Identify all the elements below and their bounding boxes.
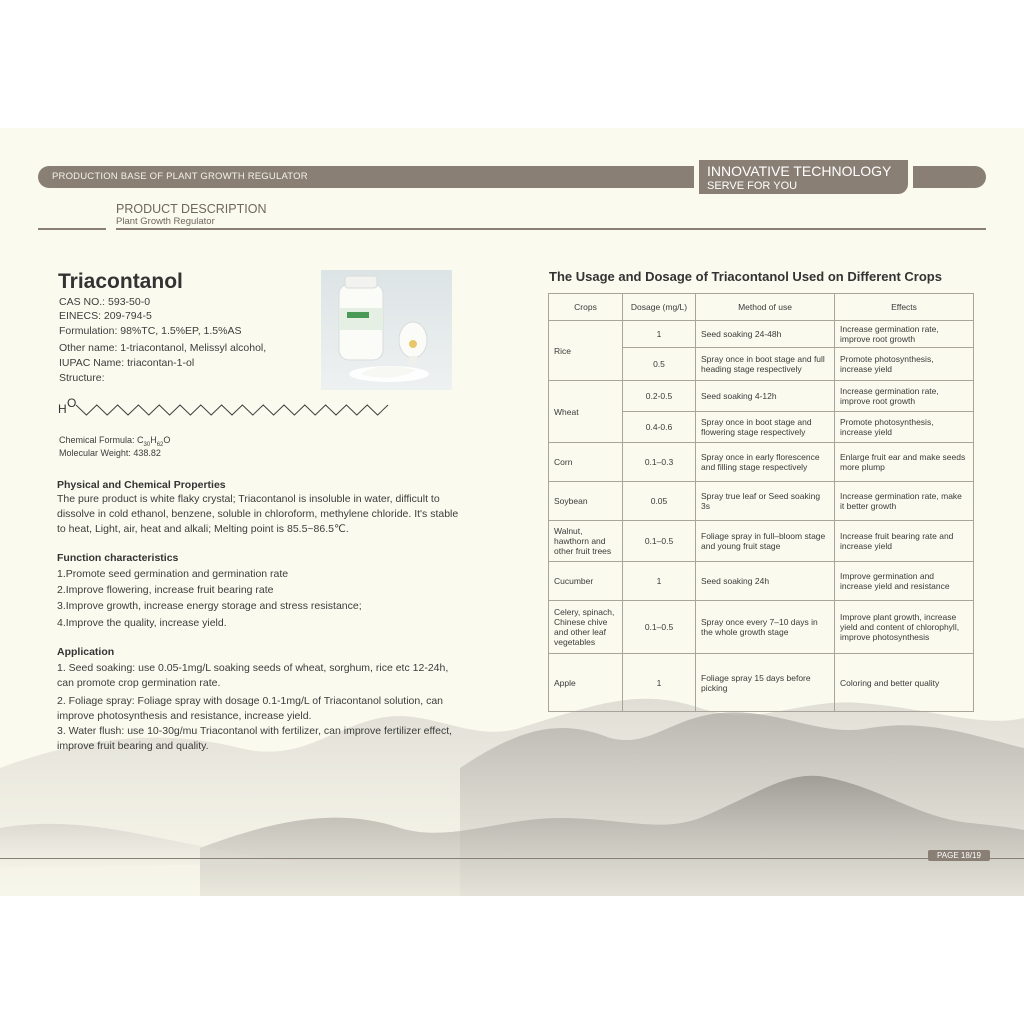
cell-effect: Increase germination rate, improve root growth	[835, 381, 974, 412]
cell-effect: Increase fruit bearing rate and increase yield	[835, 521, 974, 562]
cell-crop: Corn	[549, 443, 623, 482]
formulation: Formulation: 98%TC, 1.5%EP, 1.5%AS	[59, 325, 242, 337]
table-header-row	[549, 294, 974, 321]
properties-text: The pure product is white flaky crystal; Triacontanol is insoluble in water, difficult to dissolve in cold ethanol, benzene, soluble in chloroform, methylene chloride. It's stable to heat, Light, air, heat and alkali; Melting point is 85.5~86.5℃.	[57, 493, 459, 535]
cell-crop: Cucumber	[549, 562, 623, 601]
header-crops: Crops	[549, 294, 623, 321]
application-title: Application	[57, 646, 115, 658]
cell-method: Spray true leaf or Seed soaking 3s	[696, 482, 835, 521]
table-row	[549, 443, 974, 482]
cell-effect: Increase germination rate, make it better growth	[835, 482, 974, 521]
application-item: 2. Foliage spray: Foliage spray with dosage 0.1-1mg/L of Triacontanol solution, can improve photosynthesis and resistance, increase yield.	[57, 695, 443, 722]
cell-dose: 1	[623, 654, 696, 712]
function-item: 1.Promote seed germination and germination rate	[57, 568, 289, 580]
product-photo	[321, 270, 452, 390]
cell-method: Seed soaking 4-12h	[696, 381, 835, 412]
function-item: 2.Improve flowering, increase fruit bearing rate	[57, 584, 274, 596]
header-bar-right	[913, 166, 986, 188]
page-number: PAGE 18/19	[928, 850, 990, 861]
section-subtitle: Plant Growth Regulator	[116, 216, 215, 227]
chemical-formula: Chemical Formula: $C_{30}H_{62}O$	[59, 435, 171, 448]
molecular-weight: Molecular Weight: 438.82	[59, 448, 161, 458]
header-tab	[699, 160, 908, 194]
cell-effect: Coloring and better quality	[835, 654, 974, 712]
cell-effect: Promote photosynthesis, increase yield	[835, 412, 974, 443]
cell-effect: Improve plant growth, increase yield and content of chlorophyll, improve photosynthesis	[835, 601, 974, 654]
header-effects: Effects	[835, 294, 974, 321]
cell-crop: Celery, spinach, Chinese chive and other leaf vegetables	[549, 601, 623, 654]
product-bottle-image	[321, 270, 452, 390]
table-row	[549, 482, 974, 521]
header-bar-left	[38, 166, 694, 188]
header-tab-line1: INNOVATIVE TECHNOLOGY	[707, 163, 892, 179]
iupac-name: IUPAC Name: triacontan-1-ol	[59, 357, 195, 369]
divider-right	[116, 228, 986, 230]
cell-dose: 0.5	[623, 348, 696, 381]
cell-method: Spray once in early florescence and filling stage respectively	[696, 443, 835, 482]
cell-method: Foliage spray 15 days before picking	[696, 654, 835, 712]
function-item: 3.Improve growth, increase energy storage and stress resistance;	[57, 600, 362, 612]
table-row	[549, 321, 974, 348]
cas-number: CAS NO.: 593-50-0	[59, 296, 151, 308]
header-tab-line2: SERVE FOR YOU	[707, 180, 798, 192]
cell-effect: Improve germination and increase yield and resistance	[835, 562, 974, 601]
table-row	[549, 381, 974, 412]
cell-crop: Rice	[549, 321, 623, 381]
structure-o-label: O	[67, 396, 77, 410]
application-item: 1. Seed soaking: use 0.05-1mg/L soaking seeds of wheat, sorghum, rice etc 12-24h, can promote crop germination rate.	[57, 662, 449, 689]
cell-dose: 0.1–0.3	[623, 443, 696, 482]
cell-method: Spray once in boot stage and flowering stage respectively	[696, 412, 835, 443]
cell-effect: Promote photosynthesis, increase yield	[835, 348, 974, 381]
table-row	[549, 601, 974, 654]
einecs-number: EINECS: 209-794-5	[59, 310, 152, 322]
carbon-chain	[76, 405, 388, 415]
cell-method: Seed soaking 24h	[696, 562, 835, 601]
table-title: The Usage and Dosage of Triacontanol Used on Different Crops	[549, 269, 942, 284]
function-item: 4.Improve the quality, increase yield.	[57, 617, 227, 629]
cell-dose: 0.2-0.5	[623, 381, 696, 412]
section-title: PRODUCT DESCRIPTION	[116, 202, 267, 216]
cell-crop: Apple	[549, 654, 623, 712]
cell-dose: 0.05	[623, 482, 696, 521]
cell-crop: Walnut, hawthorn and other fruit trees	[549, 521, 623, 562]
cell-crop: Wheat	[549, 381, 623, 443]
functions-title: Function characteristics	[57, 552, 179, 564]
cell-method: Foliage spray in full–bloom stage and young fruit stage	[696, 521, 835, 562]
cell-method: Spray once every 7–10 days in the whole growth stage	[696, 601, 835, 654]
header-left-text: PRODUCTION BASE OF PLANT GROWTH REGULATOR	[52, 171, 308, 182]
cell-method: Spray once in boot stage and full heading stage respectively	[696, 348, 835, 381]
structure-label: Structure:	[59, 372, 105, 384]
cell-crop: Soybean	[549, 482, 623, 521]
application-item: 3. Water flush: use 10-30g/mu Triacontanol with fertilizer, can improve fertilizer effect, improve fruit bearing and quality.	[57, 725, 453, 752]
cell-dose: 0.1–0.5	[623, 521, 696, 562]
table-row	[549, 521, 974, 562]
dosage-table	[548, 293, 974, 712]
structure-h-label: H	[58, 402, 67, 416]
table-row	[549, 654, 974, 712]
cell-dose: 0.4-0.6	[623, 412, 696, 443]
other-name: Other name: 1-triacontanol, Melissyl alcohol,	[59, 342, 267, 354]
cell-dose: 1	[623, 562, 696, 601]
product-name: Triacontanol	[58, 270, 183, 293]
table-row	[549, 562, 974, 601]
cell-dose: 0.1–0.5	[623, 601, 696, 654]
cell-dose: 1	[623, 321, 696, 348]
cell-method: Seed soaking 24-48h	[696, 321, 835, 348]
footer-rule	[0, 858, 1024, 859]
cell-effect: Enlarge fruit ear and make seeds more plump	[835, 443, 974, 482]
header-method: Method of use	[696, 294, 835, 321]
brochure-page	[0, 128, 1024, 896]
divider-left	[38, 228, 106, 230]
properties-title: Physical and Chemical Properties	[57, 479, 226, 491]
cell-effect: Increase germination rate, improve root growth	[835, 321, 974, 348]
header-dosage: Dosage (mg/L)	[623, 294, 696, 321]
molecule-structure	[58, 395, 398, 421]
